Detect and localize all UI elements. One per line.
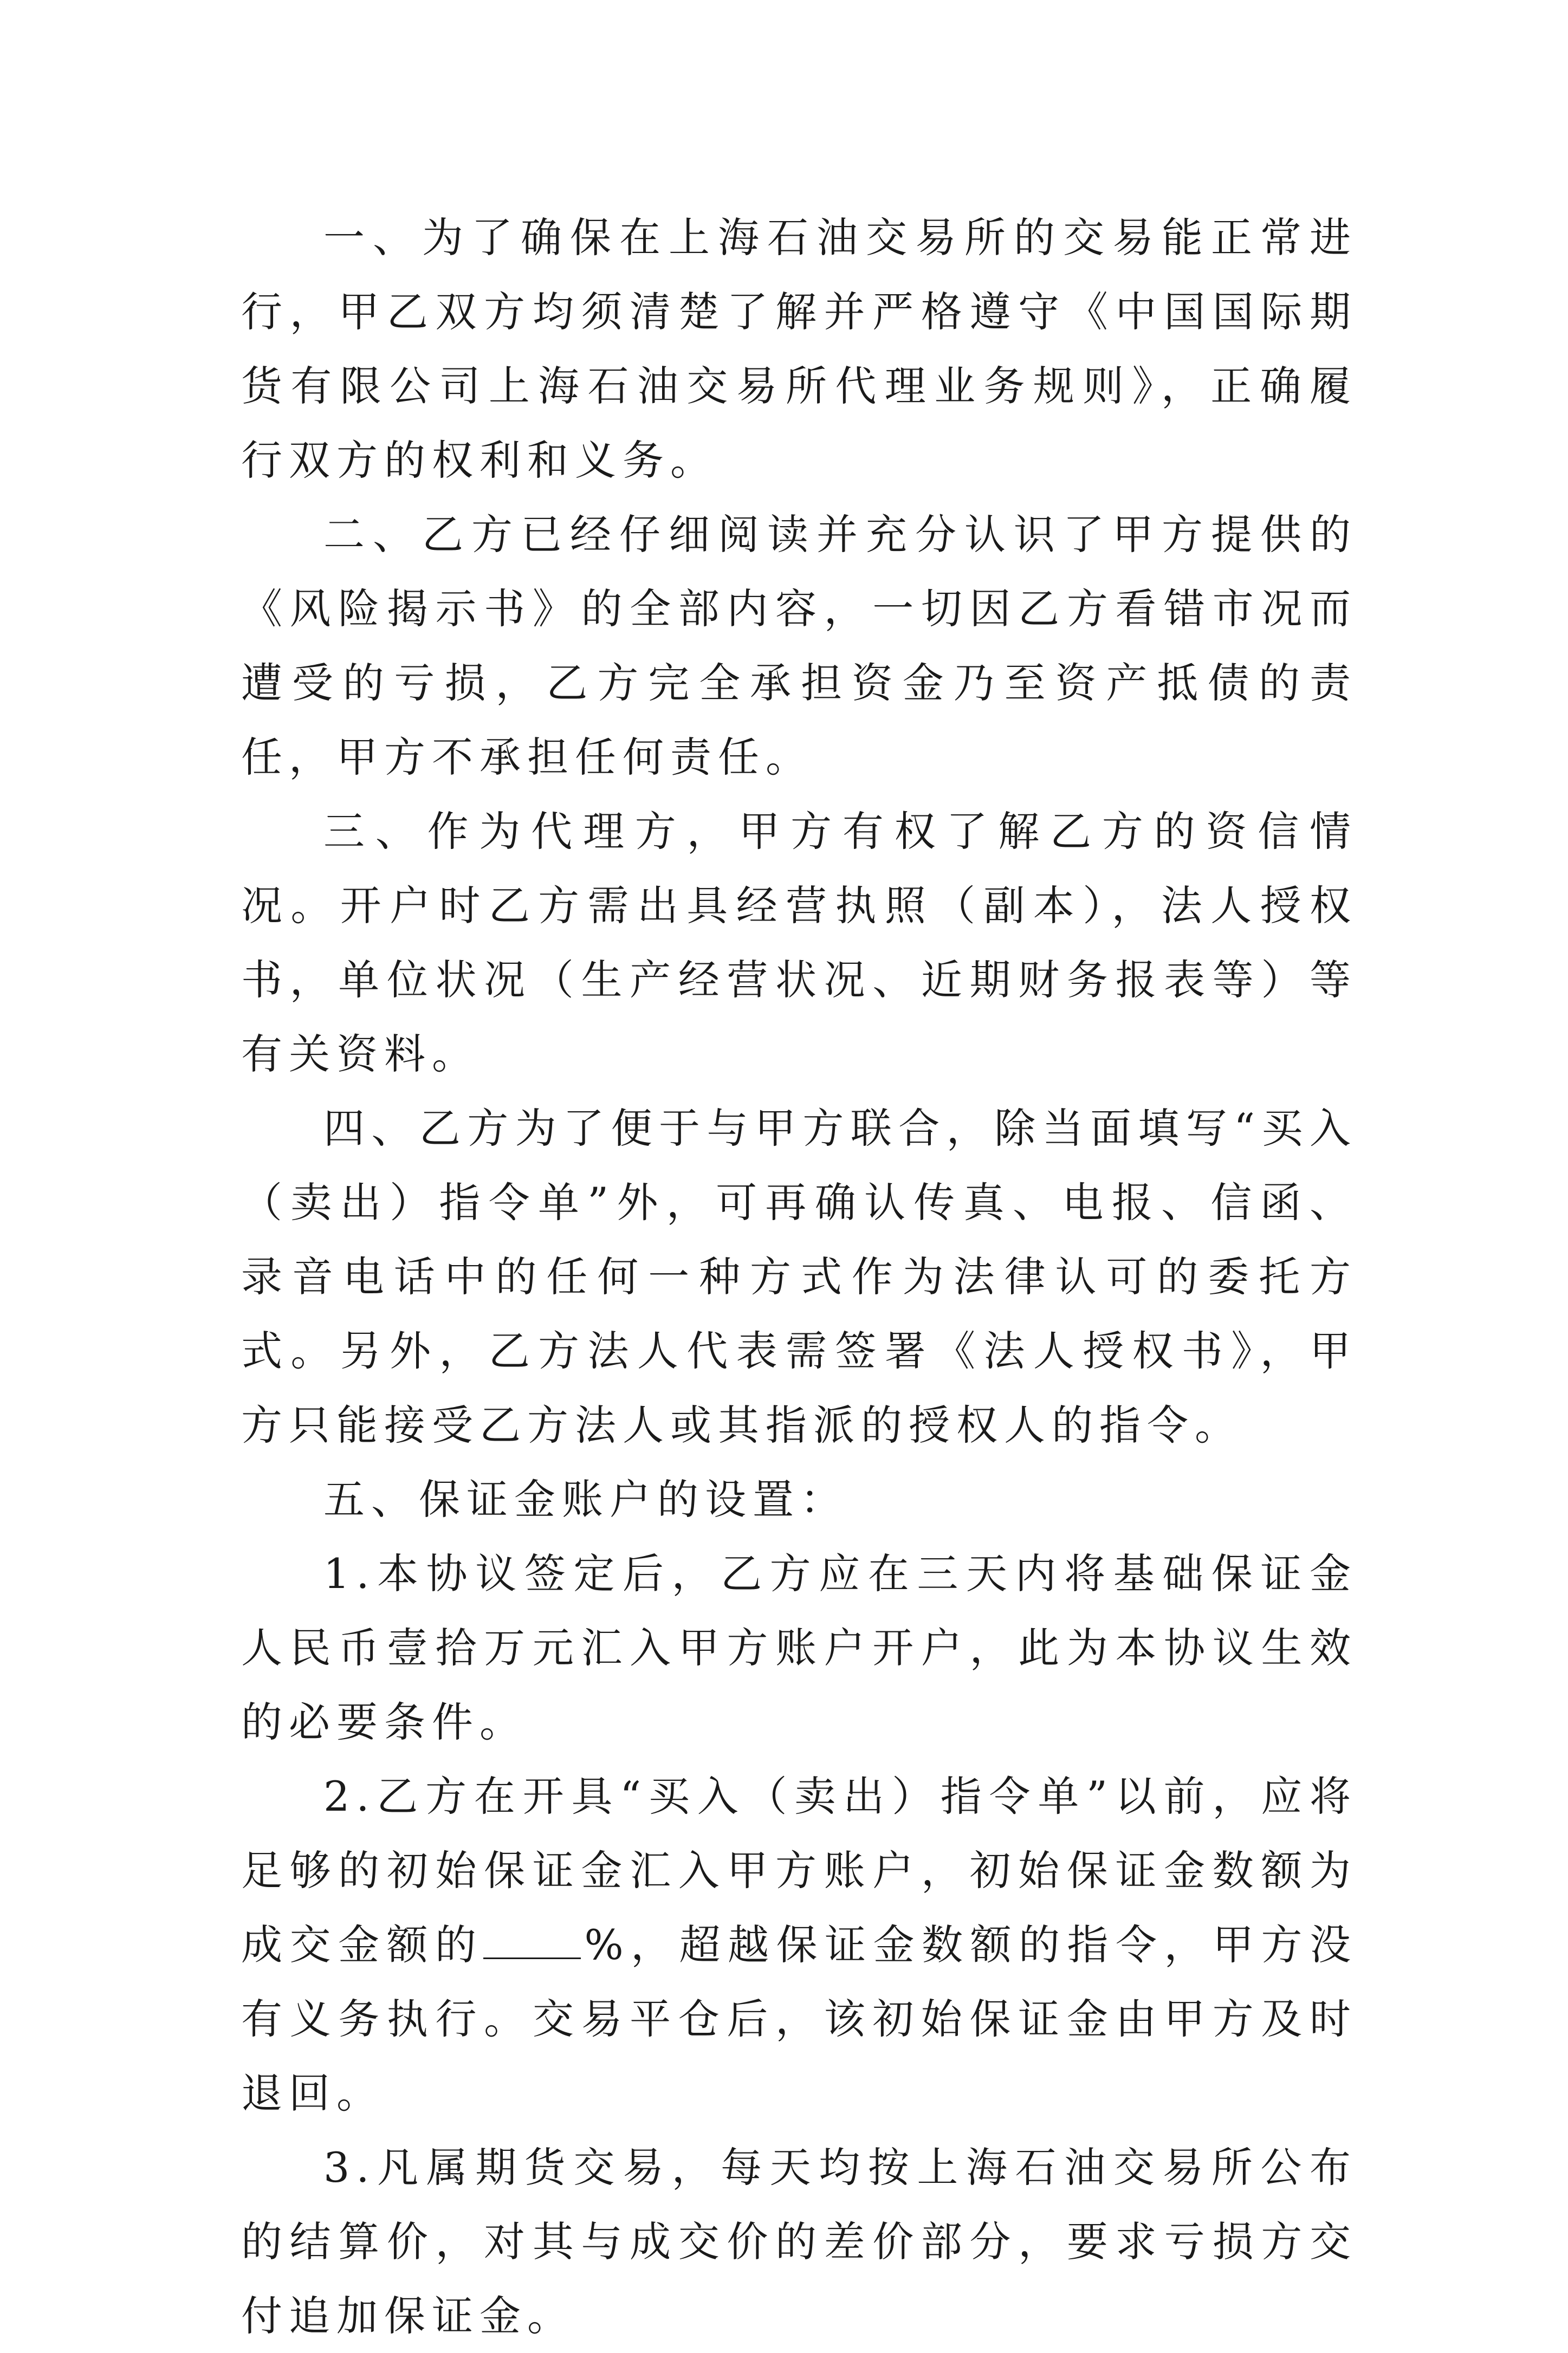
clause-three: 三、作为代理方，甲方有权了解乙方的资信情况。开户时乙方需出具经营执照（副本），法人授权书，单位状况（生产经营状况、近期财务报表等）等有关资料。 bbox=[241, 807, 1357, 1078]
percentage-blank[interactable] bbox=[483, 1925, 581, 1959]
clause-five-item-2 bbox=[241, 1759, 1357, 2130]
clause-five-item-2-text-after: %，超越保证金数额的指令，甲方没有义务执行。交易平仓后，该初始保证金由甲方及时退回。 bbox=[241, 1921, 1358, 2117]
clause-two: 二、乙方已经仔细阅读并充分认识了甲方提供的《风险揭示书》的全部内容，一切因乙方看错市况而遭受的亏损，乙方完全承担资金乃至资产抵债的责任，甲方不承担任何责任。 bbox=[241, 510, 1357, 781]
clause-four: 四、乙方为了便于与甲方联合，除当面填写“买入（卖出）指令单”外，可再确认传真、电报、信函、录音电话中的任何一种方式作为法律认可的委托方式。另外，乙方法人代表需签署《法人授权书》，甲方只能接受乙方法人或其指派的授权人的指令。 bbox=[241, 1104, 1357, 1449]
clause-one: 一、为了确保在上海石油交易所的交易能正常进行，甲乙双方均须清楚了解并严格遵守《中国国际期货有限公司上海石油交易所代理业务规则》，正确履行双方的权利和义务。 bbox=[241, 213, 1357, 484]
clause-five-item-3: 3.凡属期货交易，每天均按上海石油交易所公布的结算价，对其与成交价的差价部分，要求亏损方交付追加保证金。 bbox=[241, 2143, 1357, 2340]
clause-five-item-1: 1.本协议签定后，乙方应在三天内将基础保证金人民币壹拾万元汇入甲方账户开户，此为本协议生效的必要条件。 bbox=[241, 1550, 1357, 1746]
clause-five-heading: 五、保证金账户的设置： bbox=[323, 1475, 848, 1524]
clause-five-item-2-text-before: 2.乙方在开具“买入（卖出）指令单”以前，应将足够的初始保证金汇入甲方账户，初始保证金数额为成交金额的 bbox=[241, 1772, 1357, 1969]
document-body bbox=[241, 200, 1357, 2353]
